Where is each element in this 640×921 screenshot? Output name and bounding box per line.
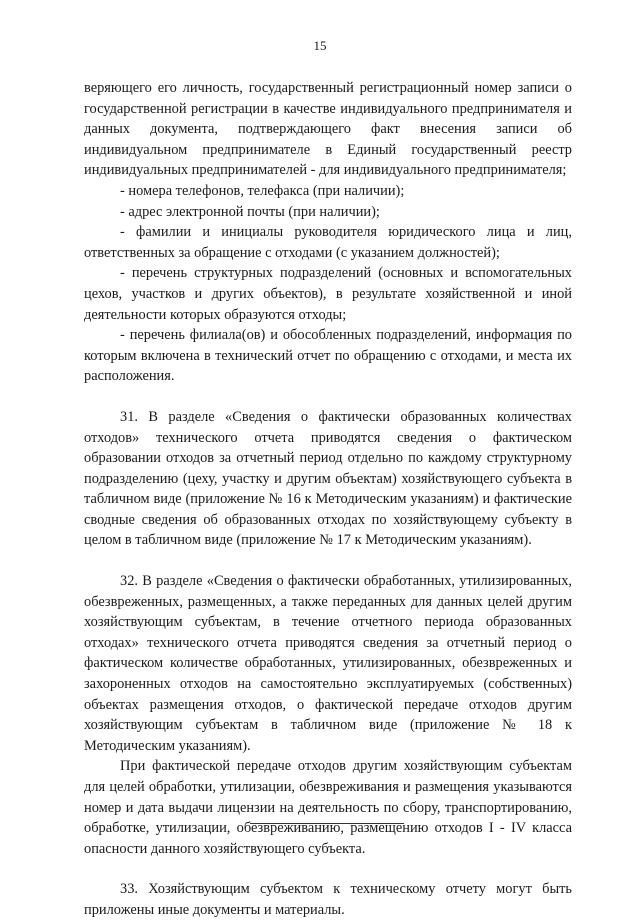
list-item-names: - фамилии и инициалы руководителя юридического лица и лиц, ответственных за обращение с отходами (с указанием должностей);	[84, 224, 572, 261]
paragraph-31: 31. В разделе «Сведения о фактически образованных количествах отходов» технического отчета приводятся сведения о фактическом образовании отходов за отчетный период отдельно по каждому структурному подразделению (цеху, участку и другим объектам) хозяйствующего субъекта в табличном виде (приложение № 16 к Методическим указаниям) и фактические сводные сведения об образованных отходах по хозяйствующему субъекту в целом в табличном виде (приложение № 17 к Методическим указаниям).	[84, 408, 572, 549]
paragraph-32: 32. В разделе «Сведения о фактически обработанных, утилизированных, обезвреженных, размещенных, а также переданных для данных целей другим хозяйствующим субъектам, в течение отчетного периода образованных отходах» технического отчета приводятся сведения за отчетный период о фактическом количестве обработанных, утилизированных, обезвреженных и захороненных отходов на самостоятельно эксплуатируемых (собственных) объектах размещения отходов, о фактической передаче отходов другим хозяйствующим субъектам в табличном виде (приложение № 18 к Методическим указаниям).	[84, 573, 572, 754]
list-item-phones: - номера телефонов, телефакса (при наличии);	[120, 182, 405, 199]
paragraph-spacer	[84, 551, 572, 571]
document-body	[84, 78, 572, 921]
list-item-units: - перечень структурных подразделений (основных и вспомогательных цехов, участков и других объектов), в результате хозяйственной и иной деятельности которых образуются отходы;	[84, 265, 572, 323]
page-number: 15	[313, 38, 327, 53]
list-item-branches: - перечень филиала(ов) и обособленных подразделений, информация по которым включена в технический отчет по обращению с отходами, и места их расположения.	[84, 327, 572, 385]
paragraph-spacer	[84, 387, 572, 407]
paragraph-intro: веряющего его личность, государственный регистрационный номер записи о государственной регистрации в качестве индивидуального предпринимателя и данных документа, подтверждающего факт внесения записи об индивидуальном предпринимателе в Единый государственный реестр индивидуальных предпринимателей - для индивидуального предпринимателя;	[84, 80, 572, 179]
paragraph-spacer	[84, 859, 572, 879]
paragraph-32-continuation: При фактической передаче отходов другим хозяйствующим субъектам для целей обработки, утилизации, обезвреживания и размещения указываются номер и дата выдачи лицензии на деятельность по сбору, транспортированию, обработке, утилизации, обезвреживанию, размещению отходов I - IV класса опасности данного хозяйствующего субъекта.	[84, 758, 572, 857]
footer-divider	[250, 823, 404, 824]
list-item-email: - адрес электронной почты (при наличии);	[120, 203, 380, 220]
paragraph-33: 33. Хозяйствующим субъектом к техническому отчету могут быть приложены иные документы и материалы.	[84, 881, 572, 918]
